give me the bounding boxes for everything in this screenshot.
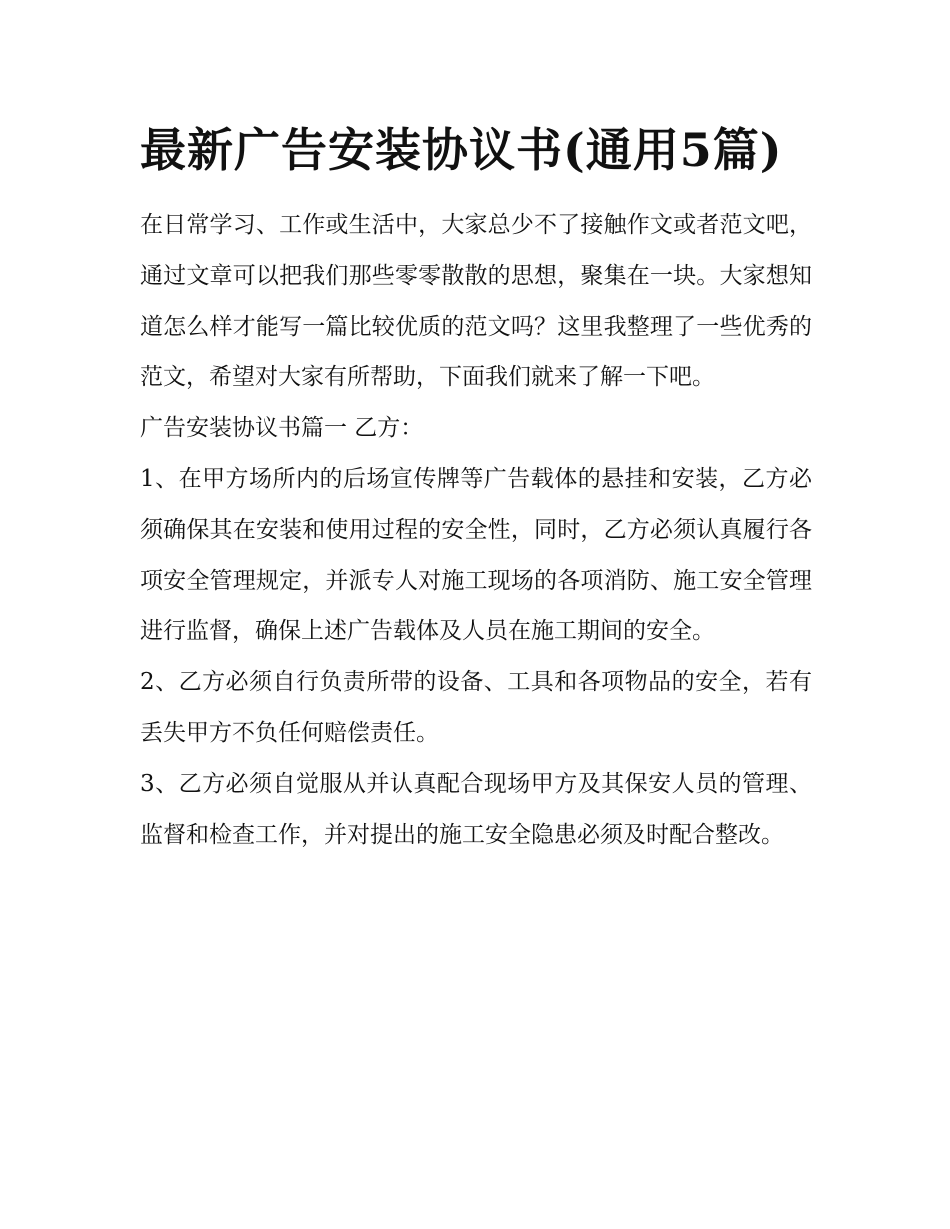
intro-paragraph: 在日常学习、工作或生活中，大家总少不了接触作文或者范文吧，通过文章可以把我们那些零零散散的思想，聚集在一块。大家想知道怎么样才能写一篇比较优质的范文吗？这里我整理了一些优秀的范文，希望对大家有所帮助，下面我们就来了解一下吧。	[140, 212, 812, 391]
document-body	[140, 112, 812, 860]
clause-3: 3、乙方必须自觉服从并认真配合现场甲方及其保安人员的管理、监督和检查工作，并对提出的施工安全隐患必须及时配合整改。	[140, 770, 812, 848]
clause-2: 2、乙方必须自行负责所带的设备、工具和各项物品的安全，若有丢失甲方不负任何赔偿责任。	[140, 669, 812, 746]
document-title: 最新广告安装协议书(通用5篇)	[140, 123, 783, 177]
section-heading: 广告安装协议书篇一 乙方：	[140, 415, 424, 442]
clause-1: 1、在甲方场所内的后场宣传牌等广告载体的悬挂和安装，乙方必须确保其在安装和使用过程的安全性，同时，乙方必须认真履行各项安全管理规定，并派专人对施工现场的各项消防、施工安全管理进行监督，确保上述广告载体及人员在施工期间的安全。	[140, 465, 812, 645]
